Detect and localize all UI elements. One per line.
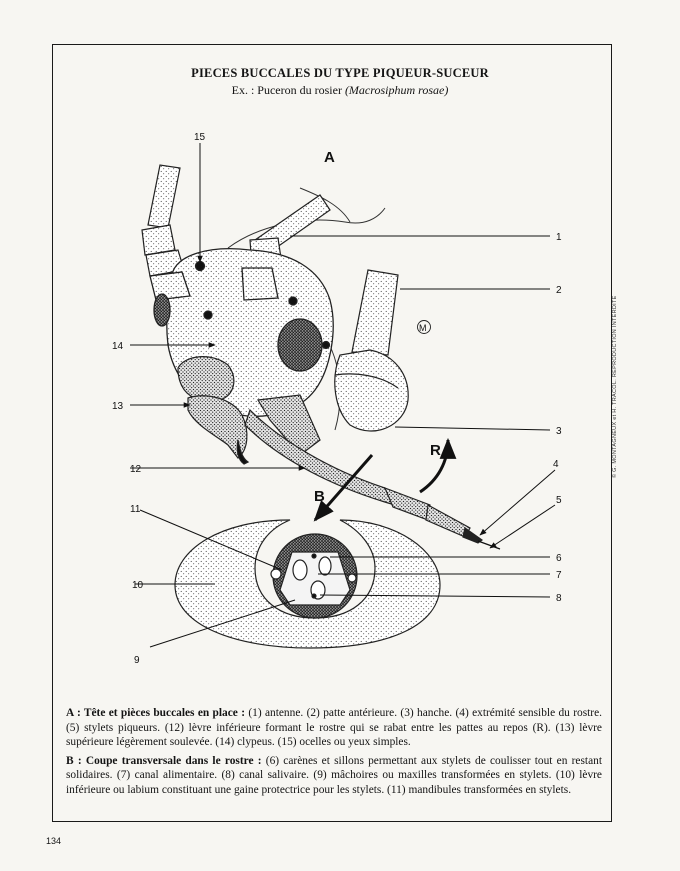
subtitle-example: Ex. : Puceron du rosier [231,83,342,97]
callout-4: 4 [553,459,559,470]
callout-7: 7 [556,570,562,581]
callout-3: 3 [556,426,562,437]
caption-a-heading: A : Tête et pièces buccales en place : [66,707,245,719]
front-leg [352,270,398,355]
callout-12: 12 [130,464,142,475]
caption-part-b [66,754,602,798]
rest-position-letter: R [430,442,441,459]
callout-13: 13 [112,401,124,412]
figure-title: PIECES BUCCALES DU TYPE PIQUEUR-SUCEUR [191,66,489,80]
figure-caption [66,706,602,802]
callout-6: 6 [556,553,562,564]
caption-part-a [66,706,602,750]
callout-8: 8 [556,593,562,604]
view-b-letter: B [314,488,325,505]
callout-15: 15 [194,132,206,143]
callout-5: 5 [556,495,562,506]
page-number: 134 [46,836,62,846]
callout-1: 1 [556,232,562,243]
subtitle-latin-name: (Macrosiphum rosae) [344,83,449,97]
view-a-letter: A [324,149,335,166]
antenna-left [142,165,184,276]
caption-a-text: (1) antenne. (2) patte antérieure. (3) hanche. (4) extrémité sensible du rostre. (5) stylets piqueurs. (12) lèvre inférieure formant le rostre qui se rabat entre les pattes au repos (R). (13) lèvre supérieure légèrement soulevée. (14) clypeus. (15) ocelles ou yeux simples. [66,707,602,749]
callout-14: 14 [112,341,124,352]
callout-11: 11 [130,504,141,515]
callout-9: 9 [134,655,140,666]
copyright-notice: © G. MONTAGNEUX et H. TRACOL. REPRODUCTION INTERDITE [612,295,618,478]
caption-b-heading: B : Coupe transversale dans le rostre : [66,754,262,767]
callout-2: 2 [556,285,562,296]
caption-b-text: (6) carènes et sillons permettant aux stylets de coulisser tout en restant solidaires. (7) canal alimentaire. (8) canal salivaire. (9) mâchoires ou maxilles transformées en stylets. (10) lèvre inférieure ou labium constituant une gaine protectrice pour les stylets. (11) mandibules transformées en stylets. [66,754,603,796]
head-capsule [150,249,333,417]
artist-monogram: M [419,323,427,333]
callout-10: 10 [132,580,144,591]
hip-coxa [335,350,408,431]
